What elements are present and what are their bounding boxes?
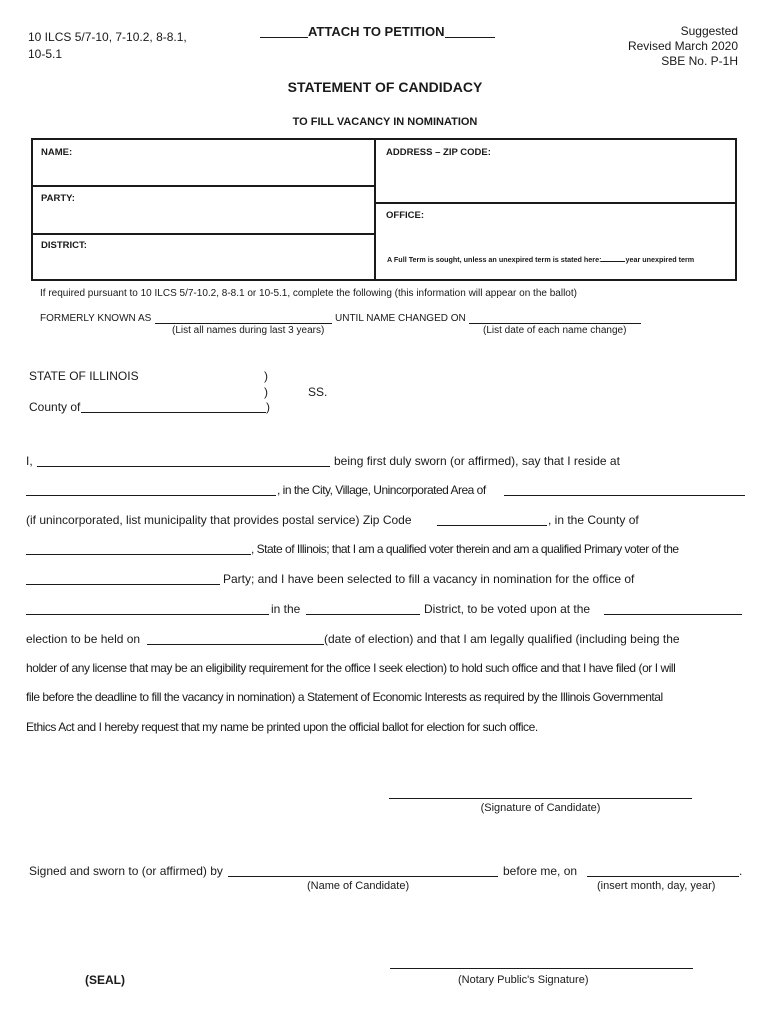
affiant-name-field[interactable] <box>37 466 330 467</box>
suggested-label: Suggested <box>680 24 738 38</box>
box-divider-address <box>374 202 737 204</box>
box-divider-vertical <box>374 138 376 281</box>
formerly-known-as-field[interactable] <box>155 323 332 324</box>
body-line-8: holder of any license that may be an eligibility requirement for the office I seek election) to hold such office and that I have filed (or I will <box>26 661 676 675</box>
affiant-i: I, <box>26 454 33 468</box>
until-name-changed-label: UNTIL NAME CHANGED ON <box>335 313 466 324</box>
body-line-3: (if unincorporated, list municipality that provides postal service) Zip Code <box>26 513 412 527</box>
body-line-2: , in the City, Village, Unincorporated Area of <box>277 483 486 497</box>
formerly-known-as-label: FORMERLY KNOWN AS <box>40 313 152 324</box>
county-field[interactable] <box>81 412 266 413</box>
candidate-signature-label: (Signature of Candidate) <box>480 802 601 814</box>
address-field-label: ADDRESS – ZIP CODE: <box>386 147 491 158</box>
before-me-label: before me, on <box>503 864 578 878</box>
body-line-5: Party; and I have been selected to fill a vacancy in nomination for the office of <box>223 572 635 586</box>
formerly-intro: If required pursuant to 10 ILCS 5/7-10.2, 8-8.1 or 10-5.1, complete the following (this information will appear on the ballot) <box>40 288 577 299</box>
party-field[interactable] <box>33 206 373 232</box>
district-name-field[interactable] <box>306 614 420 615</box>
term-note <box>387 255 694 264</box>
residence-county-field[interactable] <box>26 554 251 555</box>
form-number: SBE No. P-1H <box>661 54 738 68</box>
sworn-date-hint: (insert month, day, year) <box>597 880 716 892</box>
municipality-field[interactable] <box>504 495 745 496</box>
notary-signature-label: (Notary Public's Signature) <box>458 974 589 986</box>
sworn-period: . <box>739 864 743 878</box>
sworn-date-field[interactable] <box>587 876 739 877</box>
zip-code-field[interactable] <box>437 525 547 526</box>
district-field-label: DISTRICT: <box>41 240 87 251</box>
candidate-name-hint: (Name of Candidate) <box>307 880 410 892</box>
candidate-signature-field[interactable] <box>389 798 692 799</box>
signed-sworn-label: Signed and sworn to (or affirmed) by <box>29 864 223 878</box>
body-line-10: Ethics Act and I hereby request that my name be printed upon the official ballot for election for such office. <box>26 720 538 734</box>
body-line-7b: (date of election) and that I am legally qualified (including being the <box>324 632 680 646</box>
body-line-6b: District, to be voted upon at the <box>424 602 591 616</box>
page-title: STATEMENT OF CANDIDACY <box>287 79 483 95</box>
seal-label: (SEAL) <box>85 973 125 987</box>
address-field[interactable] <box>377 160 735 201</box>
candidate-name-field[interactable] <box>228 876 498 877</box>
names-hint: (List all names during last 3 years) <box>172 325 325 336</box>
box-divider-party <box>31 233 376 235</box>
body-line-4: , State of Illinois; that I am a qualified voter therein and am a qualified Primary voter of the <box>251 542 679 556</box>
term-note-text: A Full Term is sought, unless an unexpired term is stated here: <box>387 255 602 264</box>
notary-signature-field[interactable] <box>390 968 693 969</box>
venue-paren-3: ) <box>266 400 270 414</box>
body-line-6: in the <box>271 602 301 616</box>
office-sought-field[interactable] <box>26 614 269 615</box>
party-field-label: PARTY: <box>41 193 75 204</box>
statute-citation-line1: 10 ILCS 5/7-10, 7-10.2, 8-8.1, <box>28 30 187 44</box>
body-line-7: election to be held on <box>26 632 141 646</box>
office-field[interactable] <box>377 224 735 248</box>
unexpired-years-field[interactable] <box>601 261 625 262</box>
body-line-1: being first duly sworn (or affirmed), say that I reside at <box>334 454 620 468</box>
page-subtitle: TO FILL VACANCY IN NOMINATION <box>292 116 478 128</box>
residence-address-field[interactable] <box>26 495 276 496</box>
election-type-field[interactable] <box>604 614 742 615</box>
revised-date: Revised March 2020 <box>627 39 738 53</box>
election-date-field[interactable] <box>147 644 324 645</box>
name-field-label: NAME: <box>41 147 73 158</box>
attach-label: ATTACH TO PETITION <box>308 24 445 39</box>
venue-paren-1: ) <box>264 369 268 383</box>
body-line-9: file before the deadline to fill the vacancy in nomination) a Statement of Economic Interests as required by the Illinois Governmental <box>26 690 663 704</box>
venue-paren-2: ) <box>264 385 268 399</box>
box-divider-name <box>31 185 376 187</box>
county-label: County of <box>29 400 81 414</box>
district-field[interactable] <box>33 253 373 279</box>
name-field[interactable] <box>33 160 373 184</box>
body-line-3b: , in the County of <box>548 513 639 527</box>
political-party-field[interactable] <box>26 584 220 585</box>
ss-label: SS. <box>308 385 328 399</box>
office-field-label: OFFICE: <box>386 210 424 221</box>
state-of-illinois: STATE OF ILLINOIS <box>29 369 139 383</box>
dates-hint: (List date of each name change) <box>483 325 627 336</box>
name-change-date-field[interactable] <box>469 323 641 324</box>
attach-to-petition-heading <box>260 24 495 39</box>
term-note-suffix: year unexpired term <box>625 255 695 264</box>
statute-citation-line2: 10-5.1 <box>28 47 63 61</box>
